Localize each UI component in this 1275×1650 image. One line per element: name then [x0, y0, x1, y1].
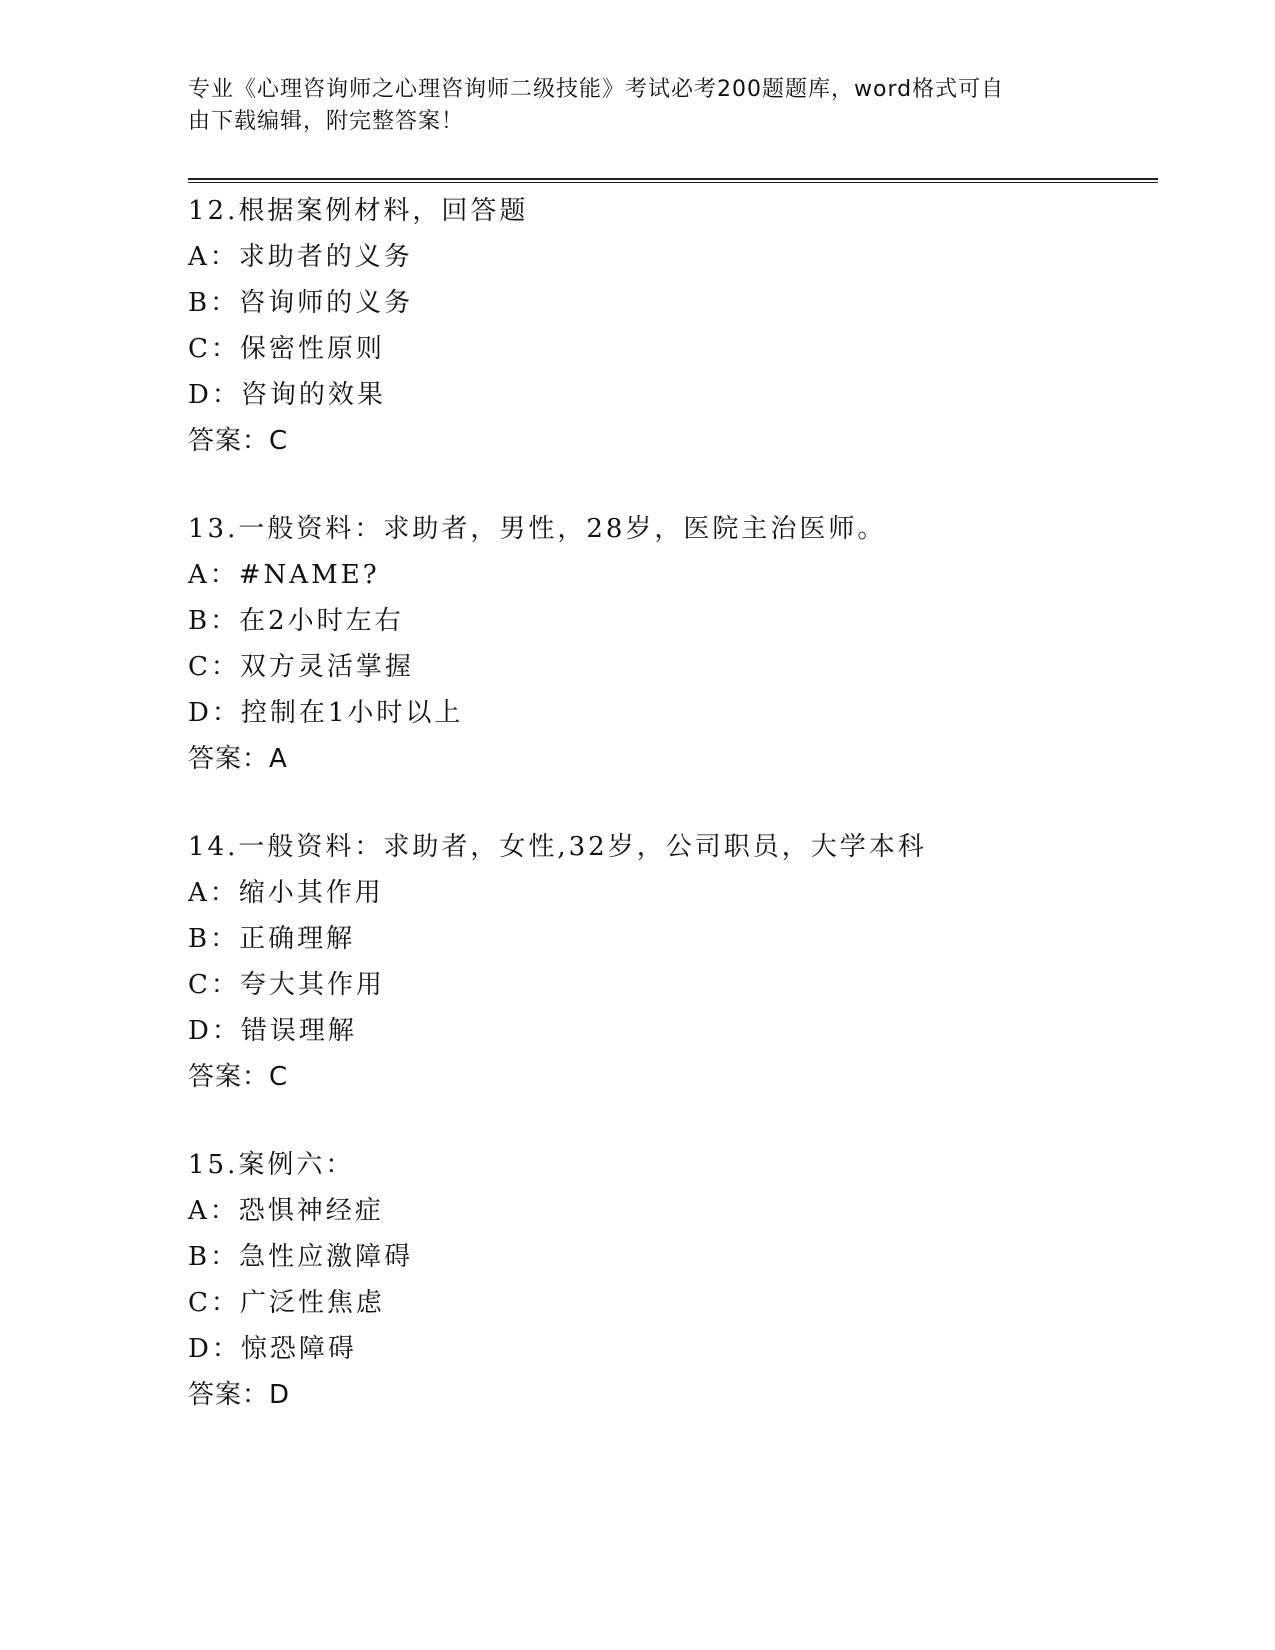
header-divider — [188, 178, 1158, 183]
option-c: C：双方灵活掌握 — [188, 652, 414, 682]
question-stem: 14.一般资料：求助者，女性,32岁，公司职员，大学本科 — [188, 832, 927, 862]
document-header — [188, 74, 1088, 138]
option-a: A：求助者的义务 — [188, 242, 413, 272]
option-c: C：夸大其作用 — [188, 970, 385, 1000]
option-d: D：咨询的效果 — [188, 380, 386, 410]
answer-line: 答案：C — [188, 426, 289, 456]
option-b: B：正确理解 — [188, 924, 356, 954]
option-a: A：缩小其作用 — [188, 878, 384, 908]
option-b: B：咨询师的义务 — [188, 288, 414, 318]
header-line-2: 由下载编辑，附完整答案！ — [188, 109, 465, 134]
answer-line: 答案：C — [188, 1062, 289, 1092]
answer-line: 答案：A — [188, 744, 288, 774]
question-stem: 13.一般资料：求助者，男性，28岁，医院主治医师。 — [188, 514, 887, 544]
question-stem: 15.案例六： — [188, 1150, 355, 1180]
question-12 — [188, 188, 1158, 464]
question-13 — [188, 506, 1158, 782]
option-b: B：在2小时左右 — [188, 606, 404, 636]
option-a: A：恐惧神经症 — [188, 1196, 384, 1226]
question-15 — [188, 1142, 1158, 1418]
option-d: D：惊恐障碍 — [188, 1334, 357, 1364]
option-d: D：控制在1小时以上 — [188, 698, 464, 728]
question-list — [188, 188, 1158, 1418]
option-a: A：#NAME? — [188, 560, 380, 590]
option-d: D：错误理解 — [188, 1016, 357, 1046]
option-b: B：急性应激障碍 — [188, 1242, 414, 1272]
answer-line: 答案：D — [188, 1380, 291, 1410]
option-c: C：广泛性焦虑 — [188, 1288, 385, 1318]
header-line-1: 专业《心理咨询师之心理咨询师二级技能》考试必考200题题库，word格式可自 — [188, 77, 1005, 102]
option-c: C：保密性原则 — [188, 334, 385, 364]
question-14 — [188, 824, 1158, 1100]
question-stem: 12.根据案例材料，回答题 — [188, 196, 529, 226]
